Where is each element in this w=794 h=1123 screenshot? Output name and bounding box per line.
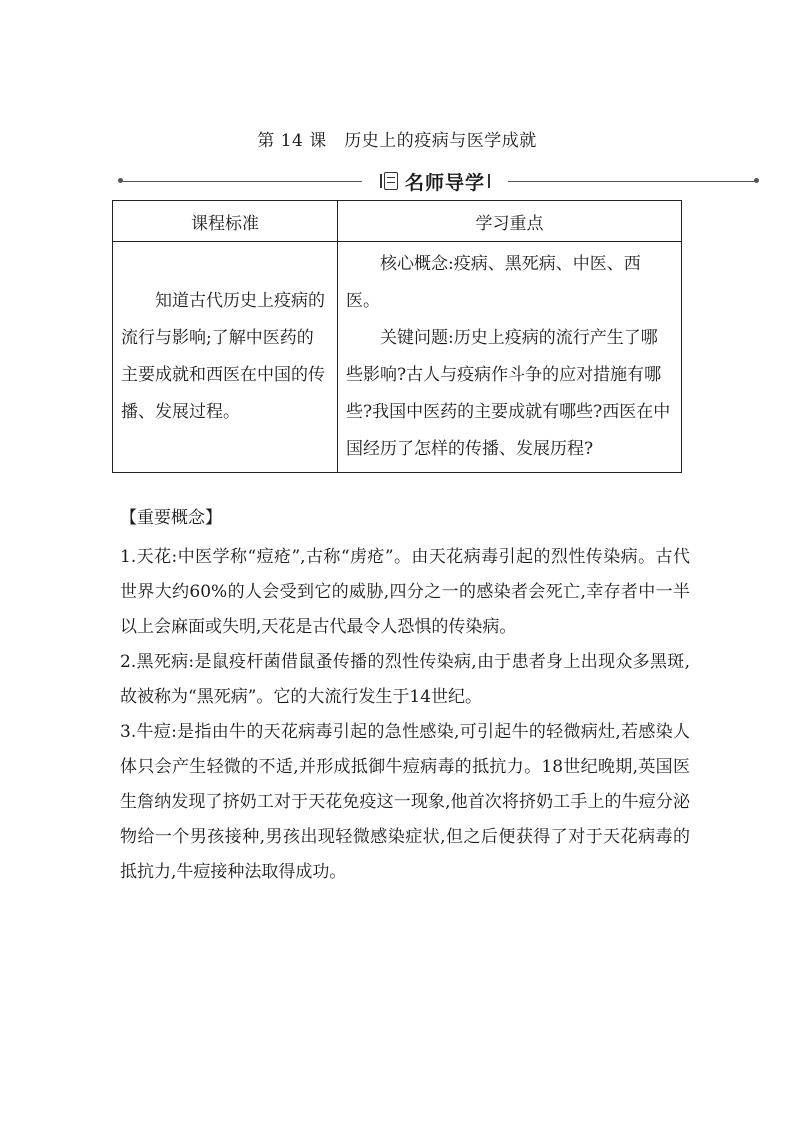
focus-questions: 关键问题:历史上疫病的流行产生了哪些影响?古人与疫病作斗争的应对措施有哪些?我国中医药的主要成就有哪些?西医在中国经历了怎样的传播、发展历程? [346,328,671,459]
banner-label: 名师导学 [404,171,485,194]
focus-cell [338,242,682,473]
section-heading: 【重要概念】 [120,508,222,528]
banner-bar-left [380,174,382,188]
header-standard: 课程标准 [113,201,338,242]
banner-right-dot [754,178,759,183]
concept-item: 3.牛痘:是指由牛的天花病毒引起的急性感染,可引起牛的轻微病灶,若感染人体只会产生轻微的不适,并形成抵御牛痘病毒的抵抗力。18世纪晚期,英国医生詹纳发现了挤奶工对于天花免疫这一现象,他首次将挤奶工手上的牛痘分泌物给一个男孩接种,男孩出现轻微感染症状,但之后便获得了对于天花病毒的抵抗力,牛痘接种法取得成功。 [120,722,690,882]
header-focus: 学习重点 [338,201,682,242]
focus-concepts: 核心概念:疫病、黑死病、中医、西医。 [346,254,641,311]
banner-label-box [362,168,508,194]
concept-list [120,540,690,890]
banner-right-rule [508,181,756,182]
section-banner [120,168,760,194]
concept-item: 2.黑死病:是鼠疫杆菌借鼠蚤传播的烈性传染病,由于患者身上出现众多黑斑,故被称为“黑死病”。它的大流行发生于14世纪。 [120,652,690,707]
book-icon [384,172,398,190]
standard-cell: 知道古代历史上疫病的流行与影响;了解中医药的主要成就和西医在中国的传播、发展过程。 [113,242,338,473]
lesson-title: 第 14 课 历史上的疫病与医学成就 [257,131,537,151]
concept-item: 1.天花:中医学称“痘疮”,古称“虏疮”。由天花病毒引起的烈性传染病。古代世界大约60%的人会受到它的威胁,四分之一的感染者会死亡,幸存者中一半以上会麻面或失明,天花是古代最令人恐惧的传染病。 [120,547,690,637]
banner-bar-right [488,174,490,188]
banner-left-rule [120,181,362,182]
curriculum-table [112,200,682,473]
